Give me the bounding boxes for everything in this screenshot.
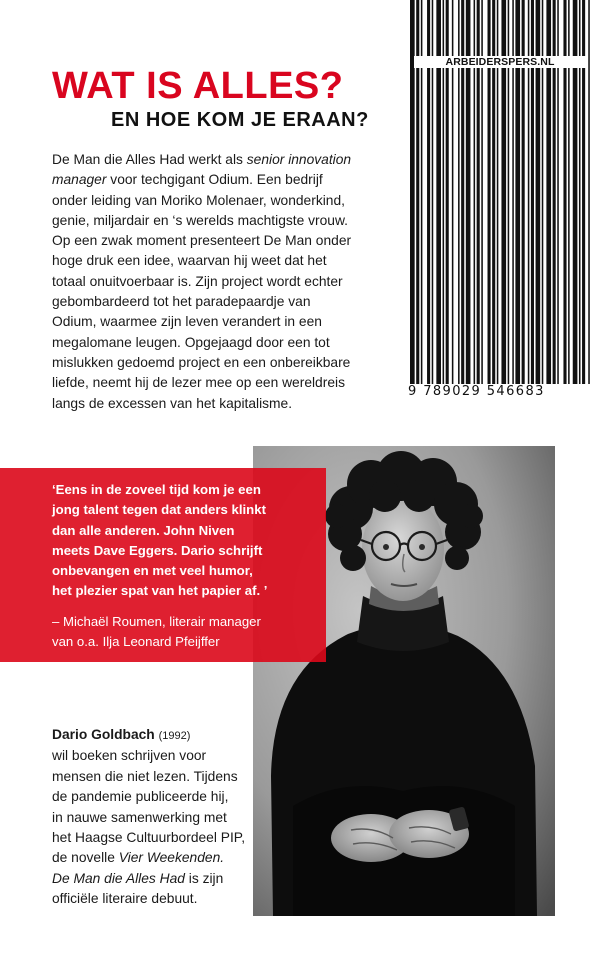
bio-line: mensen die niet lezen. Tijdens: [52, 768, 238, 784]
barcode: [408, 0, 592, 400]
quote-line: ‘Eens in de zoveel tijd kom je een: [52, 482, 261, 497]
endorsement-quote: [52, 480, 332, 602]
bio-line: [52, 725, 292, 746]
author-name: Dario Goldbach: [52, 727, 155, 742]
publisher-url: ARBEIDERSPERS.NL: [414, 56, 586, 68]
blurb-line: genie, miljardair en ‘s werelds machtigste vrouw.: [52, 212, 348, 228]
bio-line: officiële literaire debuut.: [52, 891, 198, 907]
quote-line: jong talent tegen dat anders klinkt: [52, 502, 266, 518]
blurb-line: mislukken gedoemd project en een onbereikbare: [52, 354, 351, 370]
bio-line: De Man die Alles Had is zijn: [52, 870, 224, 886]
barcode-bar: [588, 0, 590, 384]
author-bio: [52, 725, 292, 910]
quote-line: het plezier spat van het papier af. ’: [52, 583, 268, 599]
quote-line: dan alle anderen. John Niven: [52, 522, 235, 538]
quote-attribution: [52, 612, 332, 652]
bio-line: de novelle Vier Weekenden.: [52, 850, 225, 866]
blurb-line: megalomane leugen. Opgejaagd door een tot: [52, 334, 330, 350]
blurb-line: onder leiding van Moriko Molenaer, wonderkind,: [52, 192, 345, 208]
attribution-line: van o.a. Ilja Leonard Pfeijffer: [52, 634, 220, 649]
bio-line: het Haagse Cultuurbordeel PIP,: [52, 830, 246, 846]
blurb-line: Op een zwak moment presenteert De Man onder: [52, 233, 352, 249]
blurb-line: manager voor techgigant Odium. Een bedrijf: [52, 172, 323, 188]
quote-line: meets Dave Eggers. Dario schrijft: [52, 542, 263, 558]
back-cover-blurb: [52, 150, 412, 414]
headline: WAT IS ALLES?: [52, 65, 344, 107]
isbn-number: 9 789029 546683: [408, 384, 592, 400]
bio-line: wil boeken schrijven voor: [52, 748, 207, 764]
quote-line: onbevangen en met veel humor,: [52, 563, 253, 579]
blurb-line: liefde, neemt hij de lezer mee op een wereldreis: [52, 375, 345, 391]
blurb-line: totaal onuitvoerbaar is. Zijn project wordt echter: [52, 273, 343, 289]
bio-line: de pandemie publiceerde hij,: [52, 789, 229, 805]
blurb-line: De Man die Alles Had werkt als senior innovation: [52, 152, 352, 167]
attribution-line: – Michaël Roumen, literair manager: [52, 614, 261, 629]
blurb-line: hoge druk een idee, waarvan hij weet dat het: [52, 253, 327, 269]
subheadline: EN HOE KOM JE ERAAN?: [111, 109, 369, 131]
blurb-line: langs de excessen van het kapitalisme.: [52, 395, 293, 411]
author-birth-year: (1992): [158, 730, 191, 742]
blurb-line: gebombardeerd tot het paradepaardje van: [52, 294, 311, 310]
blurb-line: Odium, waarmee zijn leven verandert in een: [52, 314, 322, 330]
bio-line: in nauwe samenwerking met: [52, 809, 227, 825]
